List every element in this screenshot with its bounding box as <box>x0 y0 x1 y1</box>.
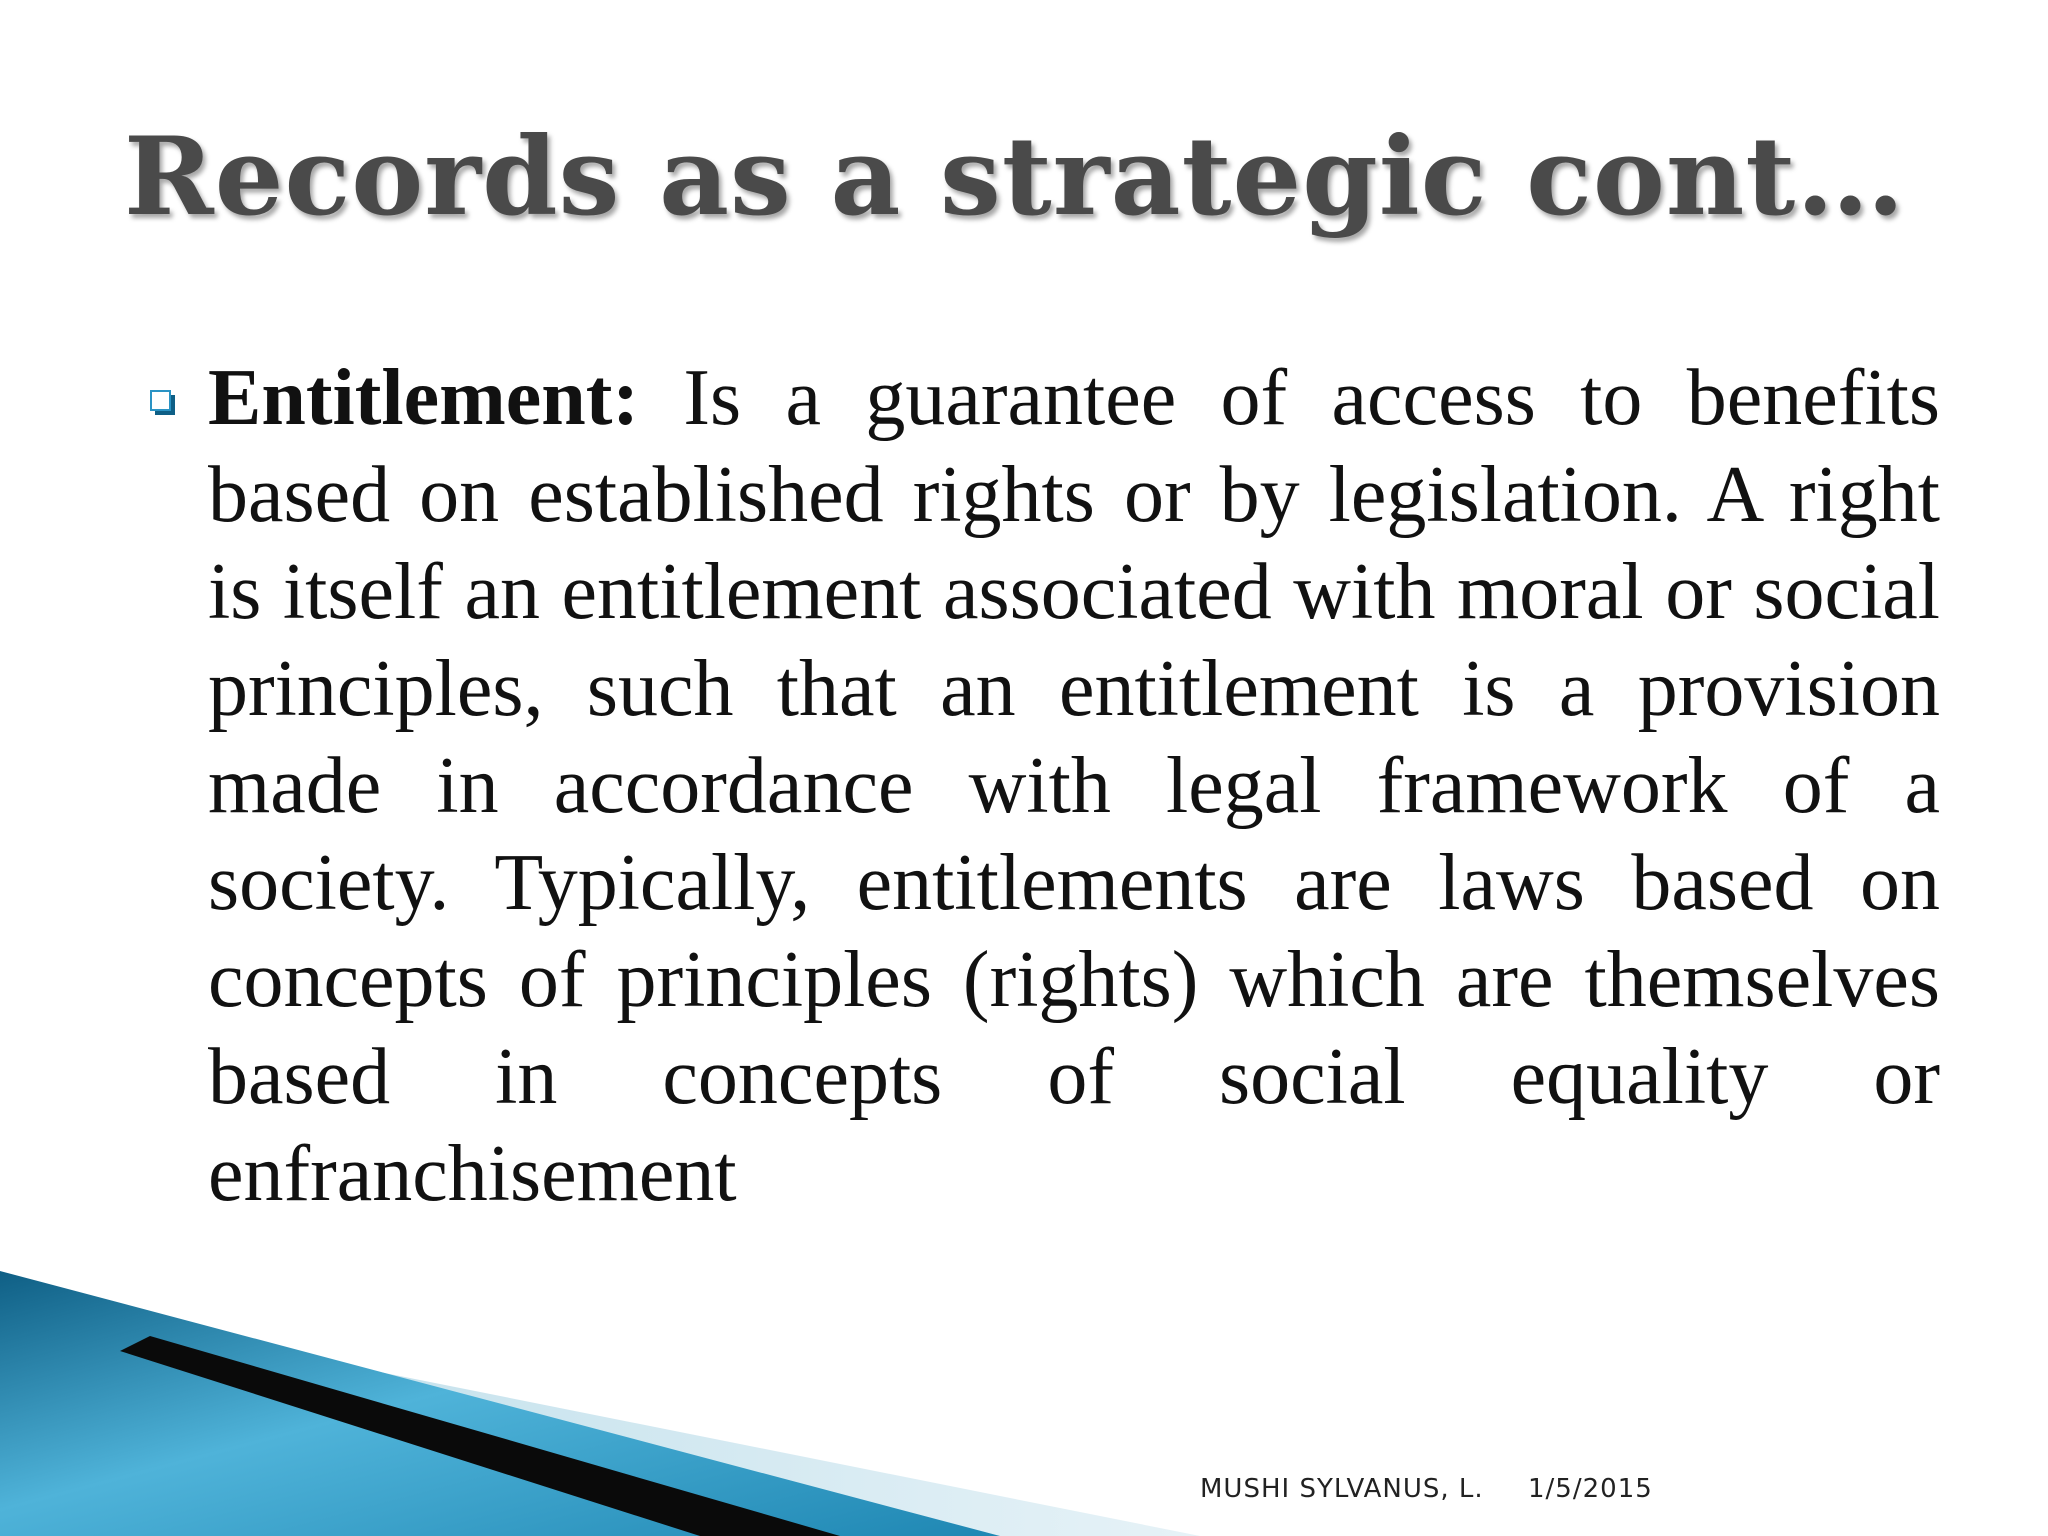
corner-swoosh-decoration <box>0 1236 2048 1536</box>
bullet-paragraph <box>208 350 1940 1223</box>
footer-author: MUSHI SYLVANUS, L. <box>1200 1474 1484 1504</box>
footer-date: 1/5/2015 <box>1528 1474 1653 1504</box>
checkbox-bullet-icon <box>150 390 176 416</box>
slide-title: Records as a strategic cont… <box>124 114 1906 240</box>
bullet-body: Is a guarantee of access to benefits based on established rights or by legislation. A right is itself an entitlement associated with moral or social principles, such that an entitlement is a provision made in accordance with legal framework of a society. Typically, entitlements are laws based on concepts of principles (rights) which are themselves based in concepts of social equality or enfranchisement <box>208 354 1940 1218</box>
bullet-item <box>150 350 1940 1223</box>
bullet-term: Entitlement: <box>208 354 640 442</box>
